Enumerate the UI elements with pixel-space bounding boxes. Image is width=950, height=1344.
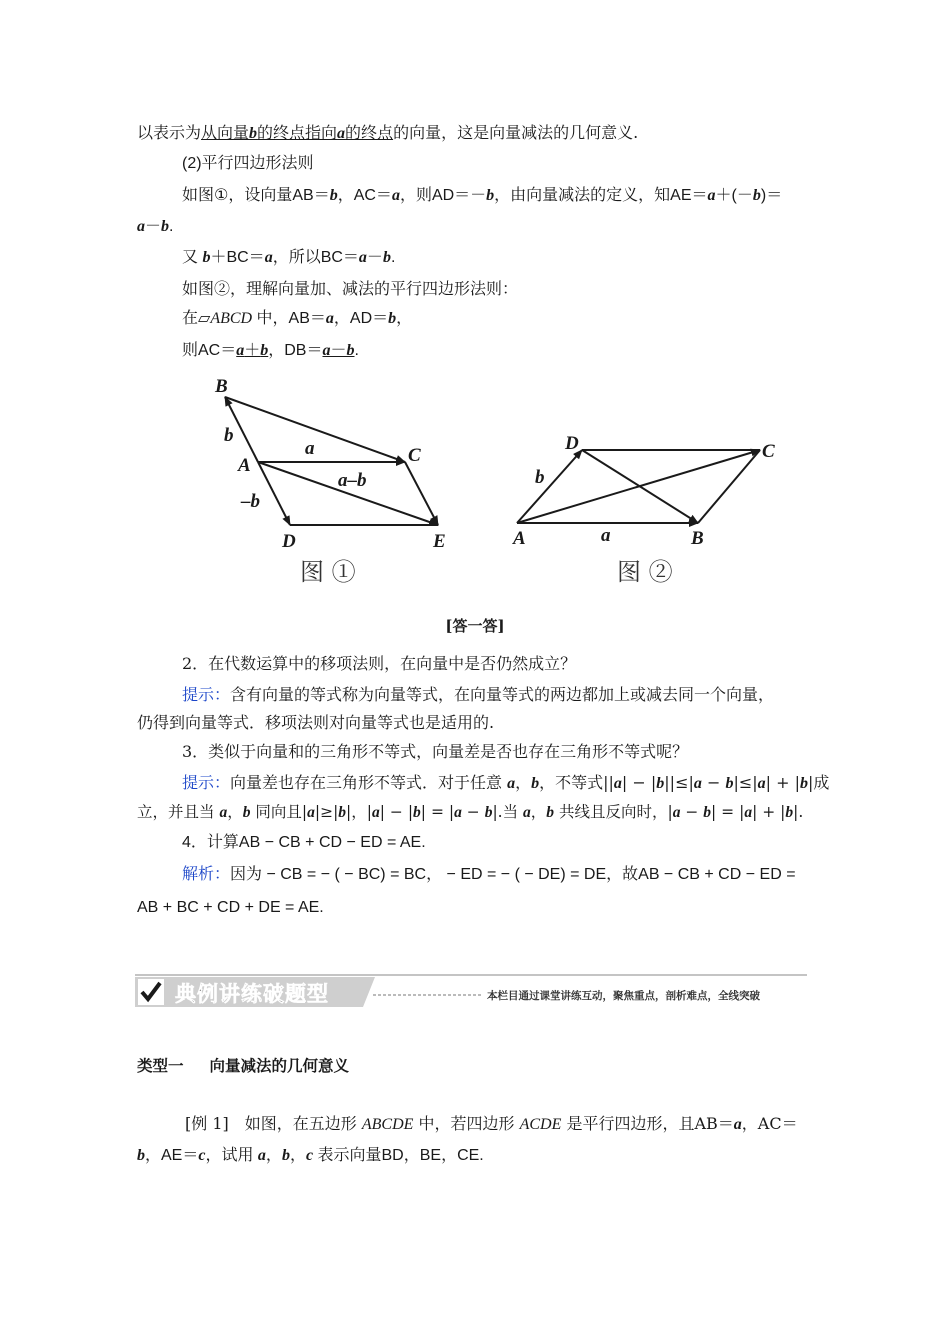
figure-2-caption: 图 ② [617, 558, 673, 586]
vector-db [582, 450, 698, 523]
label-D: D [282, 531, 296, 552]
solution-4-line1: 解析：因为 − CB = − ( − BC) = BC， − ED = − ( − DE) = DE，故AB − CB + CD − ED = [182, 866, 796, 883]
example-1-line1: [例 1] 如图，在五边形 ABCDE 中，若四边形 ACDE 是平行四边形，且AB＝a，AC＝ [185, 1114, 798, 1133]
label-B: B [691, 528, 704, 549]
vector-ad [517, 450, 582, 523]
label-a: a [305, 438, 315, 459]
question-2: 2．在代数运算中的移项法则，在向量中是否仍然成立？ [182, 654, 577, 673]
hint-3-line2: 立，并且当 a，b 同向且|a|≥|b|，|a| − |b| = |a − b|.当 a，b 共线且反向时，|a − b| = |a| + |b|. [137, 803, 804, 821]
label-A: A [238, 455, 251, 476]
text-line-geometric-meaning: 以表示为从向量b的终点指向a的终点的向量，这是向量减法的几何意义. [137, 123, 639, 142]
figure-1-caption: 图 ① [300, 558, 356, 586]
text-line-figure1: 如图①，设向量AB＝b，AC＝a，则AD＝－b，由向量减法的定义，知AE＝a＋(－b)＝ [182, 187, 783, 204]
label-a: a [601, 525, 611, 546]
text-line-bc: 又 b＋BC＝a，所以BC＝a－b. [182, 249, 396, 266]
banner-title: 典例讲练破题型 [175, 982, 329, 1006]
label-B: B [215, 376, 228, 397]
text-line-parallelogram-abcd: 在▱ABCD 中，AB＝a，AD＝b， [182, 310, 413, 327]
banner-note: 本栏目通过课堂讲练互动，聚焦重点，剖析难点，全线突破 [487, 990, 760, 1002]
hint-label: 提示： [182, 775, 231, 792]
question-3: 3．类似于向量和的三角形不等式，向量差是否也存在三角形不等式呢？ [182, 742, 689, 761]
solution-4-line2: AB + BC + CD + DE = AE. [137, 899, 324, 916]
label-D: D [565, 433, 579, 454]
label-A: A [513, 528, 526, 549]
hint-3-line1: 提示：向量差也存在三角形不等式．对于任意 a，b，不等式||a| − |b||≤|a − b|≤|a| + |b|成 [182, 773, 830, 792]
parallelogram-rule-title: (2)平行四边形法则 [182, 155, 314, 172]
label-C: C [762, 441, 775, 462]
hint-2-line1: 提示：含有向量的等式称为向量等式，在向量等式的两边都加上或减去同一个向量， [182, 685, 775, 704]
section-banner [135, 974, 807, 1010]
example-1-line2: b，AE＝c，试用 a，b，c 表示向量BD，BE，CE. [137, 1147, 484, 1164]
segment-bc [698, 450, 760, 523]
text-line-a-minus-b: a－b. [137, 218, 174, 235]
label-E: E [433, 531, 446, 552]
hint-label: 提示： [182, 687, 231, 704]
figure-2 [505, 430, 795, 590]
type-label: 类型一 [137, 1058, 184, 1075]
label-b: b [535, 467, 545, 488]
qa-heading: [答一答] [445, 617, 505, 635]
text-line-figure2-intro: 如图②，理解向量加、减法的平行四边形法则： [182, 279, 519, 298]
hint-2-line2: 仍得到向量等式．移项法则对向量等式也是适用的. [137, 713, 495, 732]
figure-1 [205, 372, 470, 592]
solution-label: 解析： [182, 866, 231, 883]
question-4: 4．计算AB − CB + CD − ED = AE. [182, 834, 426, 851]
type-heading [137, 1056, 349, 1078]
label-C: C [408, 445, 421, 466]
text-line-ac-db: 则AC＝a＋b，DB＝a－b. [182, 342, 359, 359]
label-b: b [224, 425, 234, 446]
label-a-minus-b: a–b [338, 470, 367, 491]
type-title: 向量减法的几何意义 [209, 1058, 350, 1075]
label-neg-b: –b [241, 491, 260, 512]
